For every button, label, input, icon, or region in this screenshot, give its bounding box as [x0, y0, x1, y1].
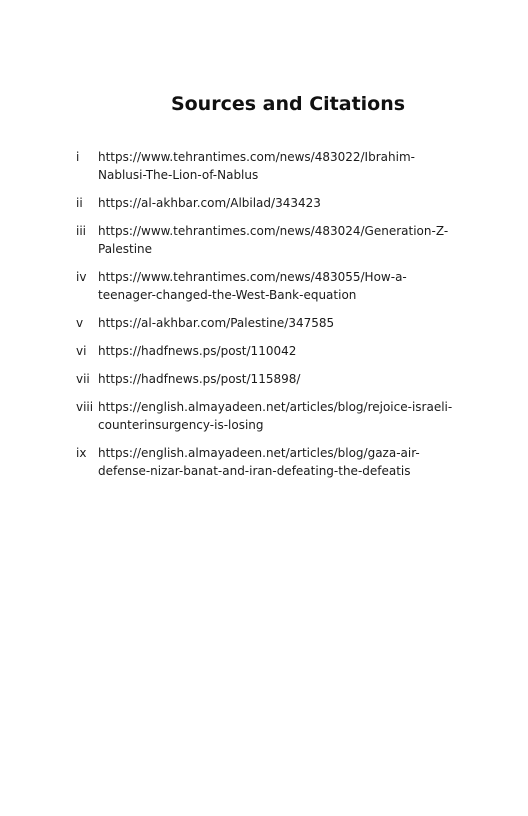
citation-url: https://al-akhbar.com/Palestine/347585	[98, 316, 335, 330]
citation-item	[76, 222, 456, 258]
citation-item	[76, 268, 456, 304]
citation-url: https://hadfnews.ps/post/115898/	[98, 372, 301, 386]
citation-numeral: viii	[76, 400, 94, 414]
citation-url: https://www.tehrantimes.com/news/483022/Ibrahim- Nablusi-The-Lion-of-Nablus	[98, 150, 415, 182]
citation-url: https://hadfnews.ps/post/110042	[98, 344, 297, 358]
citation-item	[76, 148, 456, 184]
citation-item	[76, 342, 456, 360]
citation-item	[76, 194, 456, 212]
citation-url: https://english.almayadeen.net/articles/blog/gaza-air- defense-nizar-banat-and-iran-defeating-the-defeatis	[98, 446, 420, 478]
citation-numeral: i	[76, 150, 80, 164]
citation-url: https://english.almayadeen.net/articles/blog/rejoice-israeli- counterinsurgency-is-losing	[98, 400, 453, 432]
citation-numeral: vi	[76, 344, 87, 358]
citation-item	[76, 444, 456, 480]
page-title: Sources and Citations	[170, 93, 406, 115]
citation-url: https://www.tehrantimes.com/news/483055/How-a- teenager-changed-the-West-Bank-equation	[98, 270, 407, 302]
citation-numeral: ii	[76, 196, 83, 210]
citation-numeral: vii	[76, 372, 90, 386]
citation-item	[76, 370, 456, 388]
citation-item	[76, 398, 456, 434]
citation-list	[76, 148, 456, 490]
citation-url: https://al-akhbar.com/Albilad/343423	[98, 196, 321, 210]
citation-numeral: iii	[76, 224, 87, 238]
citation-numeral: iv	[76, 270, 87, 284]
citation-url: https://www.tehrantimes.com/news/483024/Generation-Z- Palestine	[98, 224, 449, 256]
citation-numeral: ix	[76, 446, 87, 460]
citation-numeral: v	[76, 316, 84, 330]
citation-item	[76, 314, 456, 332]
